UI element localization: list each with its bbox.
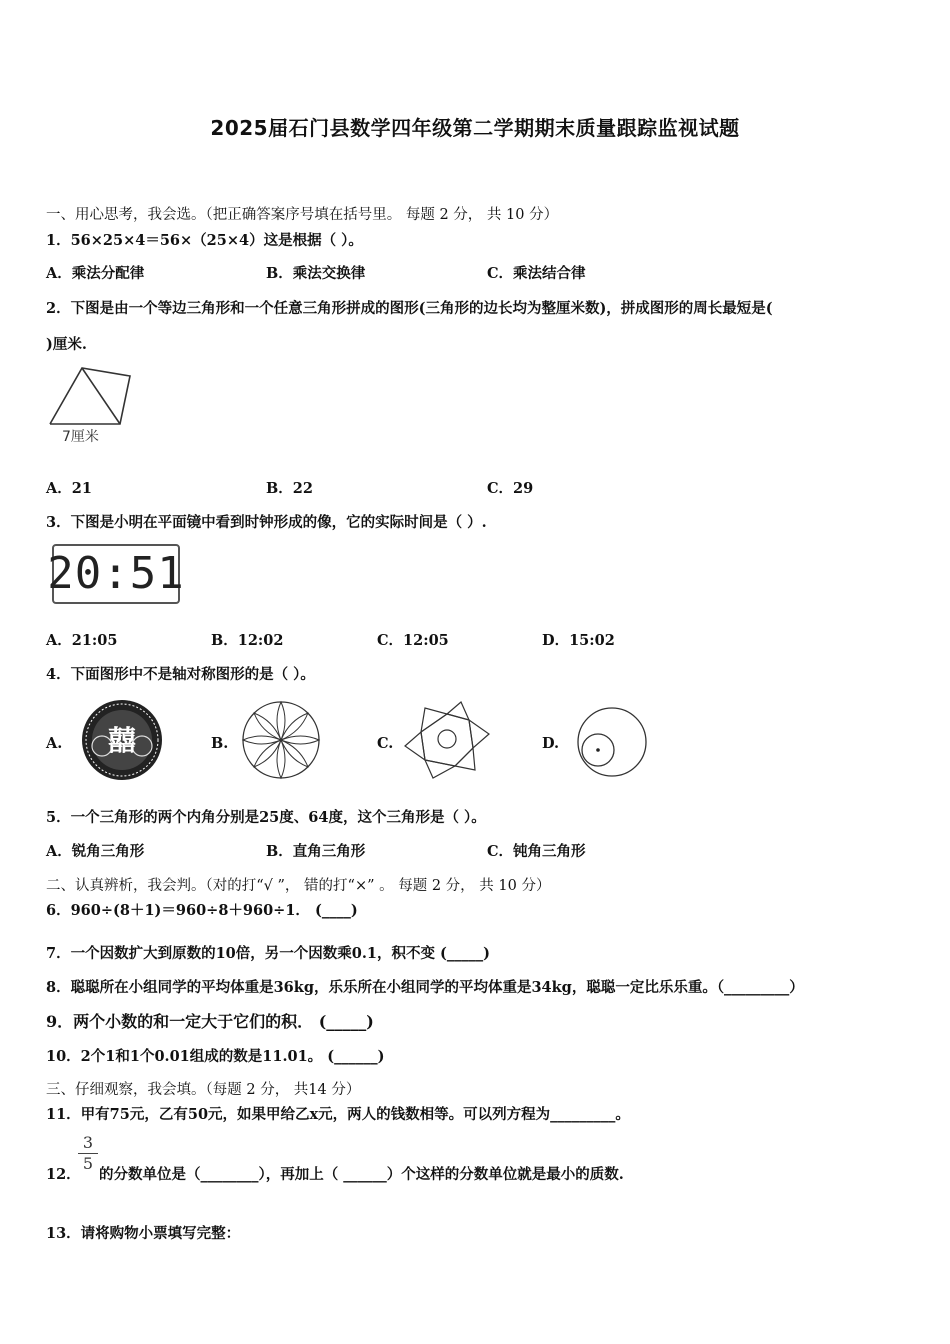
q2-text: 2．下图是由一个等边三角形和一个任意三角形拼成的图形(三角形的边长均为整厘米数)，拼成图形的周长最短是( (46, 300, 773, 317)
q10-text: 10．2个1和1个0.01组成的数是11.01。 (______) (46, 1048, 385, 1065)
q5-text: 5．一个三角形的两个内角分别是25度、64度，这个三角形是（ ）。 (46, 809, 486, 826)
q11-text: 11．甲有75元，乙有50元，如果甲给乙x元，两人的钱数相等。可以列方程为_________。 (46, 1106, 630, 1123)
q4-figure-a-char: 囍 (107, 724, 137, 757)
q3-option-a: A．21:05 (46, 632, 118, 649)
q4-figure-d-circles (574, 706, 650, 778)
q4-figure-a-paper-cut (80, 698, 164, 782)
q1-text: 1．56×25×4＝56×（25×4）这是根据（ ）。 (46, 232, 363, 249)
q4-figure-c-pinwheel (403, 698, 491, 782)
section3-header: 三、仔细观察，我会填。（每题 2 分， 共14 分） (46, 1082, 361, 1098)
q5-option-a: A．锐角三角形 (46, 843, 145, 860)
q3-clock-digits: 20:51 (47, 548, 185, 599)
q2-option-c: C．29 (487, 480, 534, 497)
q8-text: 8．聪聪所在小组同学的平均体重是36kg，乐乐所在小组同学的平均体重是34kg，聪聪一定比乐乐重。（_________） (46, 979, 804, 996)
q3-text: 3．下图是小明在平面镜中看到时钟形成的像，它的实际时间是（ ）. (46, 514, 487, 531)
q12-fraction (78, 1133, 98, 1174)
q4-figure-b-flower (241, 700, 321, 780)
q12-text: 的分数单位是（________），再加上（ ______）个这样的分数单位就是最小的质数. (99, 1166, 624, 1183)
q2-option-a: A．21 (46, 480, 92, 497)
q3-clock-display (47, 544, 185, 604)
q6-text: 6．960÷(8＋1)＝960÷8＋960÷1． (____) (46, 902, 358, 919)
q4-option-d: D. (542, 735, 560, 752)
q2-figure-label: 7厘米 (62, 429, 99, 445)
q13-text: 13．请将购物小票填写完整： (46, 1225, 241, 1242)
q5-option-b: B．直角三角形 (266, 843, 366, 860)
q1-option-c: C．乘法结合律 (487, 265, 586, 282)
q1-option-a: A．乘法分配律 (46, 265, 145, 282)
q2-text-cont: )厘米. (46, 336, 87, 353)
q12-fraction-numerator: 3 (78, 1133, 98, 1154)
q4-option-c: C. (377, 735, 394, 752)
page-title: 2025届石门县数学四年级第二学期期末质量跟踪监视试题 (210, 116, 740, 140)
q1-option-b: B．乘法交换律 (266, 265, 366, 282)
q12-number: 12． (46, 1166, 81, 1183)
section2-header: 二、认真辨析，我会判。（对的打“√ ”， 错的打“×” 。 每题 2 分， 共 10 分） (46, 878, 551, 894)
q12-fraction-denominator: 5 (82, 1154, 94, 1173)
q4-option-b: B. (211, 735, 229, 752)
q7-text: 7．一个因数扩大到原数的10倍，另一个因数乘0.1，积不变 (_____) (46, 945, 491, 962)
q4-text: 4．下面图形中不是轴对称图形的是（ ）。 (46, 666, 315, 683)
q4-option-a: A. (46, 735, 63, 752)
section1-header: 一、用心思考，我会选。（把正确答案序号填在括号里。 每题 2 分， 共 10 分） (46, 207, 559, 223)
q9-text: 9．两个小数的和一定大于它们的积． (_____) (46, 1012, 374, 1031)
q2-triangle-figure (46, 366, 136, 428)
q3-option-d: D．15:02 (542, 632, 615, 649)
q3-option-c: C．12:05 (377, 632, 449, 649)
q3-option-b: B．12:02 (211, 632, 284, 649)
q5-option-c: C．钝角三角形 (487, 843, 586, 860)
q2-option-b: B．22 (266, 480, 313, 497)
